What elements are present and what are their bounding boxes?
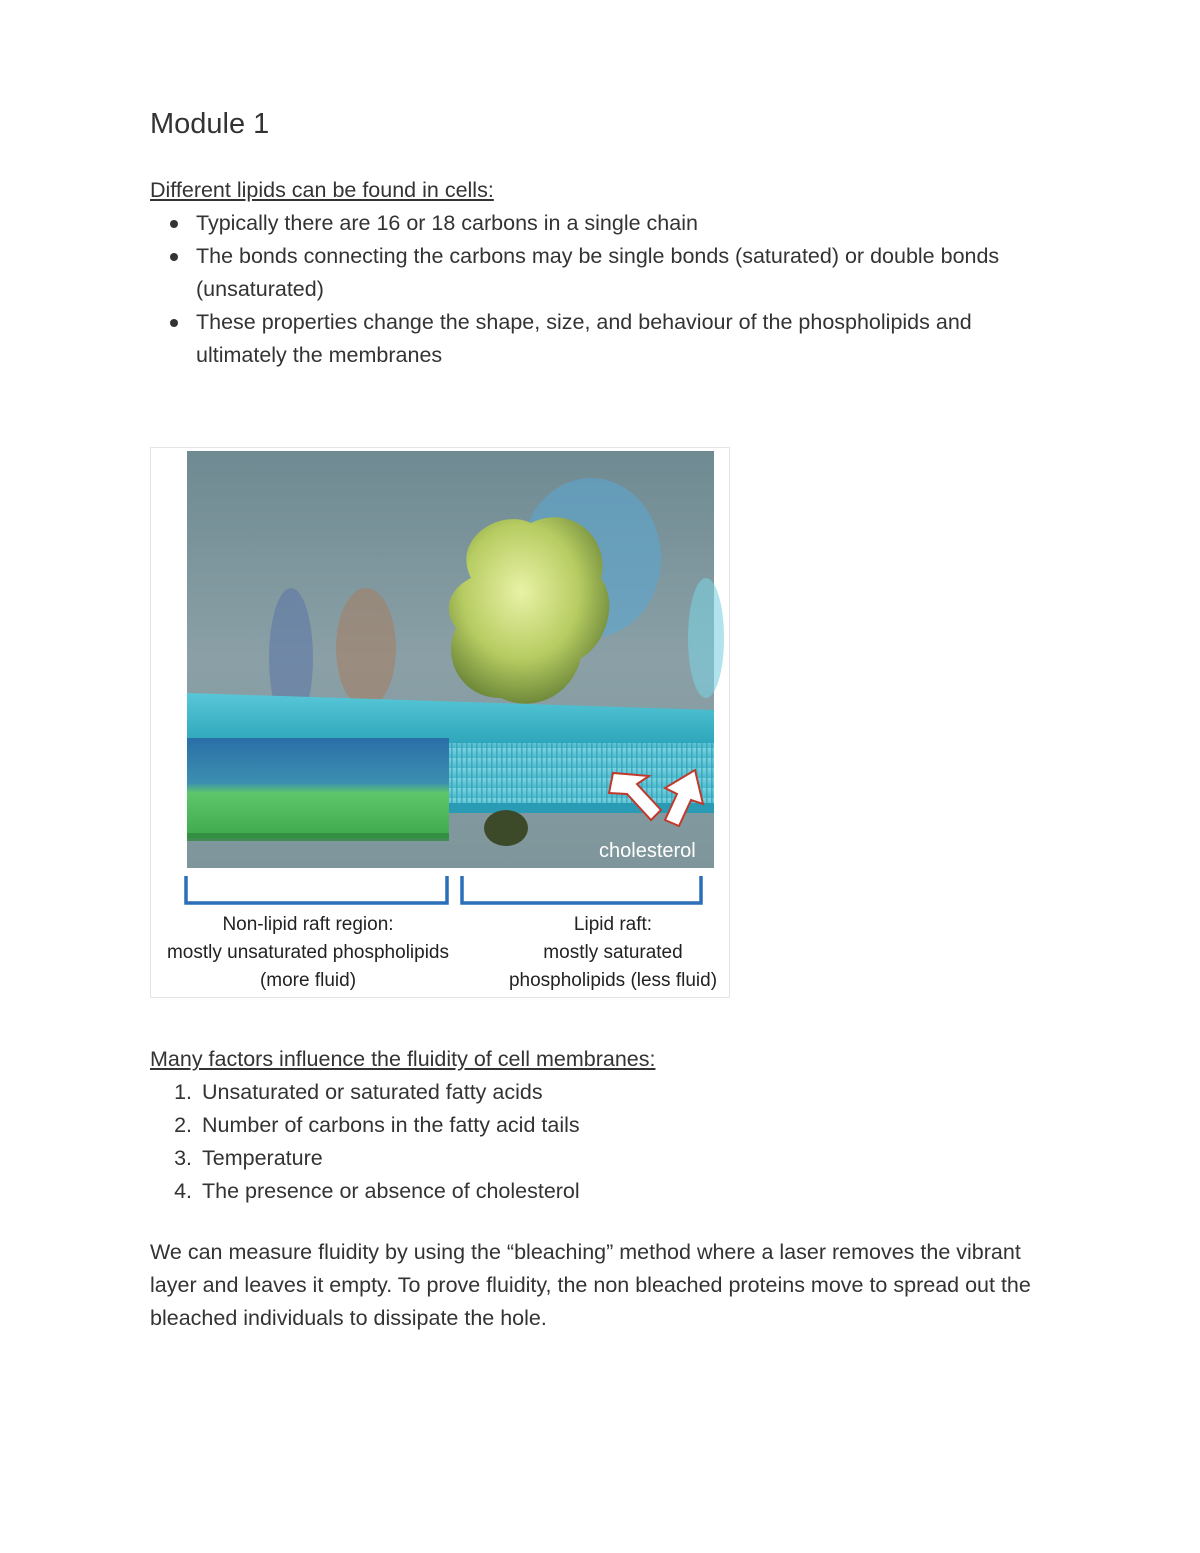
caption-line: (more fluid) bbox=[259, 970, 357, 991]
caption-line: mostly saturated bbox=[543, 942, 683, 963]
page-title: Module 1 bbox=[150, 108, 270, 140]
lipids-heading: Different lipids can be found in cells: bbox=[150, 178, 494, 202]
list-item: Typically there are 16 or 18 carbons in a single chain bbox=[150, 207, 1050, 240]
caption-line: mostly unsaturated phospholipids bbox=[166, 942, 449, 963]
right-bracket bbox=[462, 876, 701, 903]
background-protein bbox=[688, 578, 724, 698]
list-item bbox=[150, 1109, 1050, 1142]
lipids-bullet-list bbox=[150, 207, 1050, 372]
list-item bbox=[150, 1142, 1050, 1175]
list-number: 4. bbox=[174, 1179, 192, 1203]
list-item bbox=[150, 1076, 1050, 1109]
caption-line: Non-lipid raft region: bbox=[222, 914, 394, 935]
membrane-protein-base bbox=[484, 810, 528, 846]
non-raft-caption bbox=[148, 911, 468, 995]
fluidity-paragraph: We can measure fluidity by using the “bleaching” method where a laser removes the vibrant layer and leaves it empty. To prove fluidity, the non bleached proteins move to spread out the bleached individuals to dissipate the hole. bbox=[150, 1240, 1031, 1330]
list-text: Temperature bbox=[202, 1146, 323, 1170]
list-text: Unsaturated or saturated fatty acids bbox=[202, 1080, 543, 1104]
factors-numbered-list bbox=[150, 1076, 1050, 1208]
saturated-region bbox=[449, 743, 714, 803]
list-item bbox=[150, 1175, 1050, 1208]
cholesterol-label: cholesterol bbox=[599, 840, 696, 862]
list-item: The bonds connecting the carbons may be single bonds (saturated) or double bonds (unsaturated) bbox=[150, 240, 1050, 306]
background-protein bbox=[336, 588, 396, 708]
factors-heading: Many factors influence the fluidity of cell membranes: bbox=[150, 1047, 656, 1071]
unsaturated-region bbox=[187, 738, 449, 838]
list-item: These properties change the shape, size, and behaviour of the phospholipids and ultimately the membranes bbox=[150, 306, 1050, 372]
raft-caption bbox=[493, 911, 733, 995]
caption-line: Lipid raft: bbox=[573, 914, 653, 935]
list-number: 1. bbox=[174, 1080, 192, 1104]
list-text: Number of carbons in the fatty acid tails bbox=[202, 1113, 580, 1137]
left-bracket bbox=[186, 876, 447, 903]
caption-line: phospholipids (less fluid) bbox=[508, 970, 718, 991]
list-number: 3. bbox=[174, 1146, 192, 1170]
list-number: 2. bbox=[174, 1113, 192, 1137]
lower-leaflet bbox=[187, 833, 449, 841]
list-text: The presence or absence of cholesterol bbox=[202, 1179, 580, 1203]
